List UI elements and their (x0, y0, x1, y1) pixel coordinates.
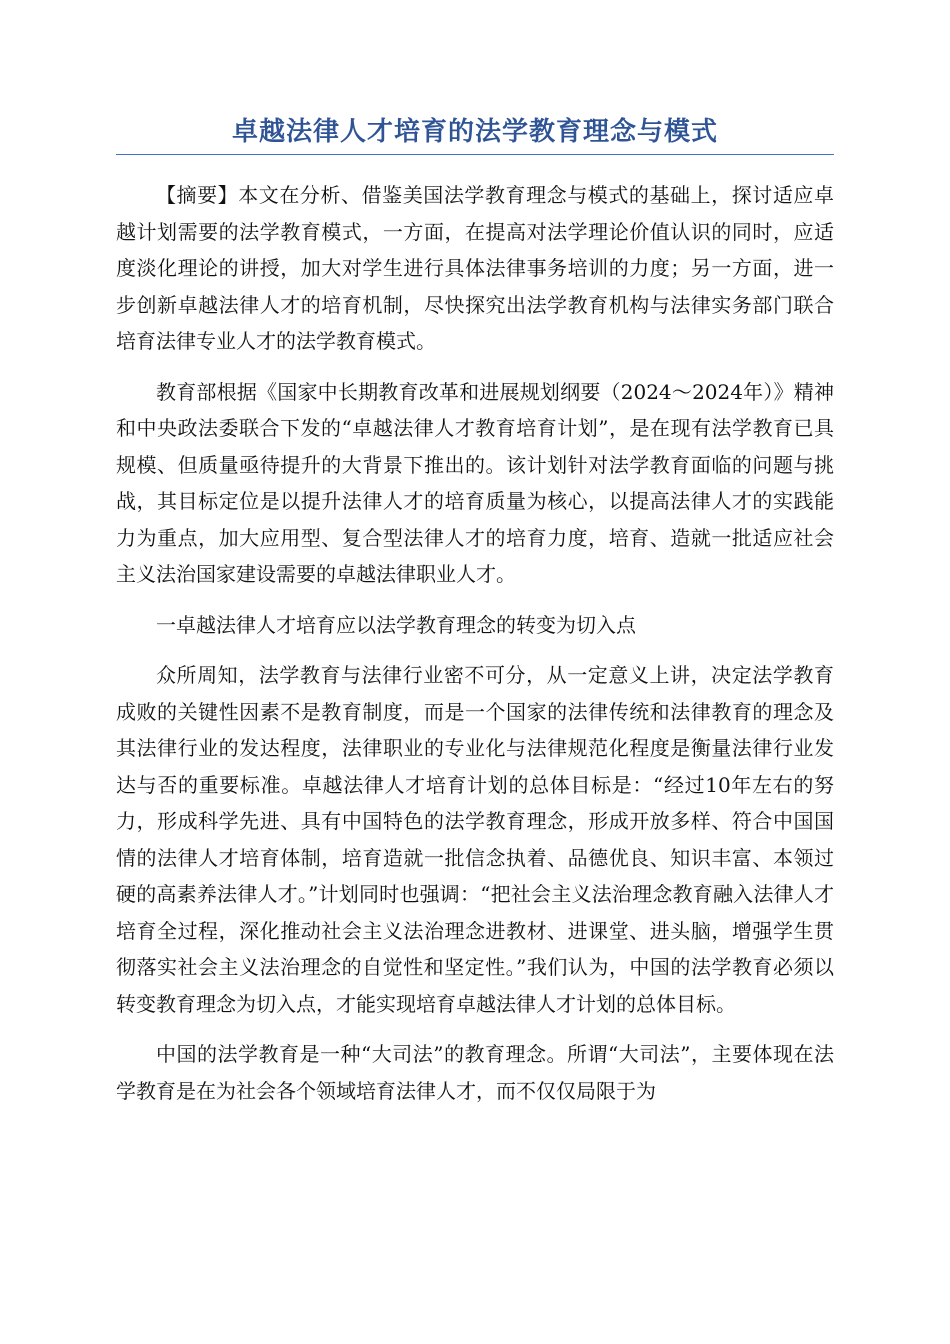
title-underline (116, 154, 834, 155)
abstract-paragraph: 【摘要】本文在分析、借鉴美国法学教育理念与模式的基础上，探讨适应卓越计划需要的法学教育模式，一方面，在提高对法学理论价值认识的同时，应适度淡化理论的讲授，加大对学生进行具体法律事务培训的力度；另一方面，进一步创新卓越法律人才的培育机制，尽快探究出法学教育机构与法律实务部门联合培育法律专业人才的法学教育模式。 (116, 183, 834, 353)
document-page (116, 110, 834, 1123)
body-paragraph: 众所周知，法学教育与法律行业密不可分，从一定意义上讲，决定法学教育成败的关键性因素不是教育制度，而是一个国家的法律传统和法律教育的理念及其法律行业的发达程度，法律职业的专业化与法律规范化程度是衡量法律行业发达与否的重要标准。卓越法律人才培育计划的总体目标是：“经过10年左右的努力，形成科学先进、具有中国特色的法学教育理念，形成开放多样、符合中国国情的法律人才培育体制，培育造就一批信念执着、品德优良、知识丰富、本领过硬的高素养法律人才。”计划同时也强调：“把社会主义法治理念教育融入法律人才培育全过程，深化推动社会主义法治理念进教材、进课堂、进头脑，增强学生贯彻落实社会主义法治理念的自觉性和坚定性。”我们认为，中国的法学教育必须以转变教育理念为切入点，才能实现培育卓越法律人才计划的总体目标。 (116, 663, 834, 1016)
document-title: 卓越法律人才培育的法学教育理念与模式 (231, 117, 718, 147)
body-paragraph: 中国的法学教育是一种“大司法”的教育理念。所谓“大司法”，主要体现在法学教育是在为社会各个领域培育法律人才，而不仅仅局限于为 (116, 1042, 834, 1103)
section-heading: 一卓越法律人才培育应以法学教育理念的转变为切入点 (156, 612, 636, 637)
body-paragraph: 教育部根据《国家中长期教育改革和进展规划纲要（2024～2024年）》精神和中央政法委联合下发的“卓越法律人才教育培育计划”，是在现有法学教育已具规模、但质量亟待提升的大背景下推出的。该计划针对法学教育面临的问题与挑战，其目标定位是以提升法律人才的培育质量为核心，以提高法律人才的实践能力为重点，加大应用型、复合型法律人才的培育力度，培育、造就一批适应社会主义法治国家建设需要的卓越法律职业人才。 (116, 379, 834, 586)
